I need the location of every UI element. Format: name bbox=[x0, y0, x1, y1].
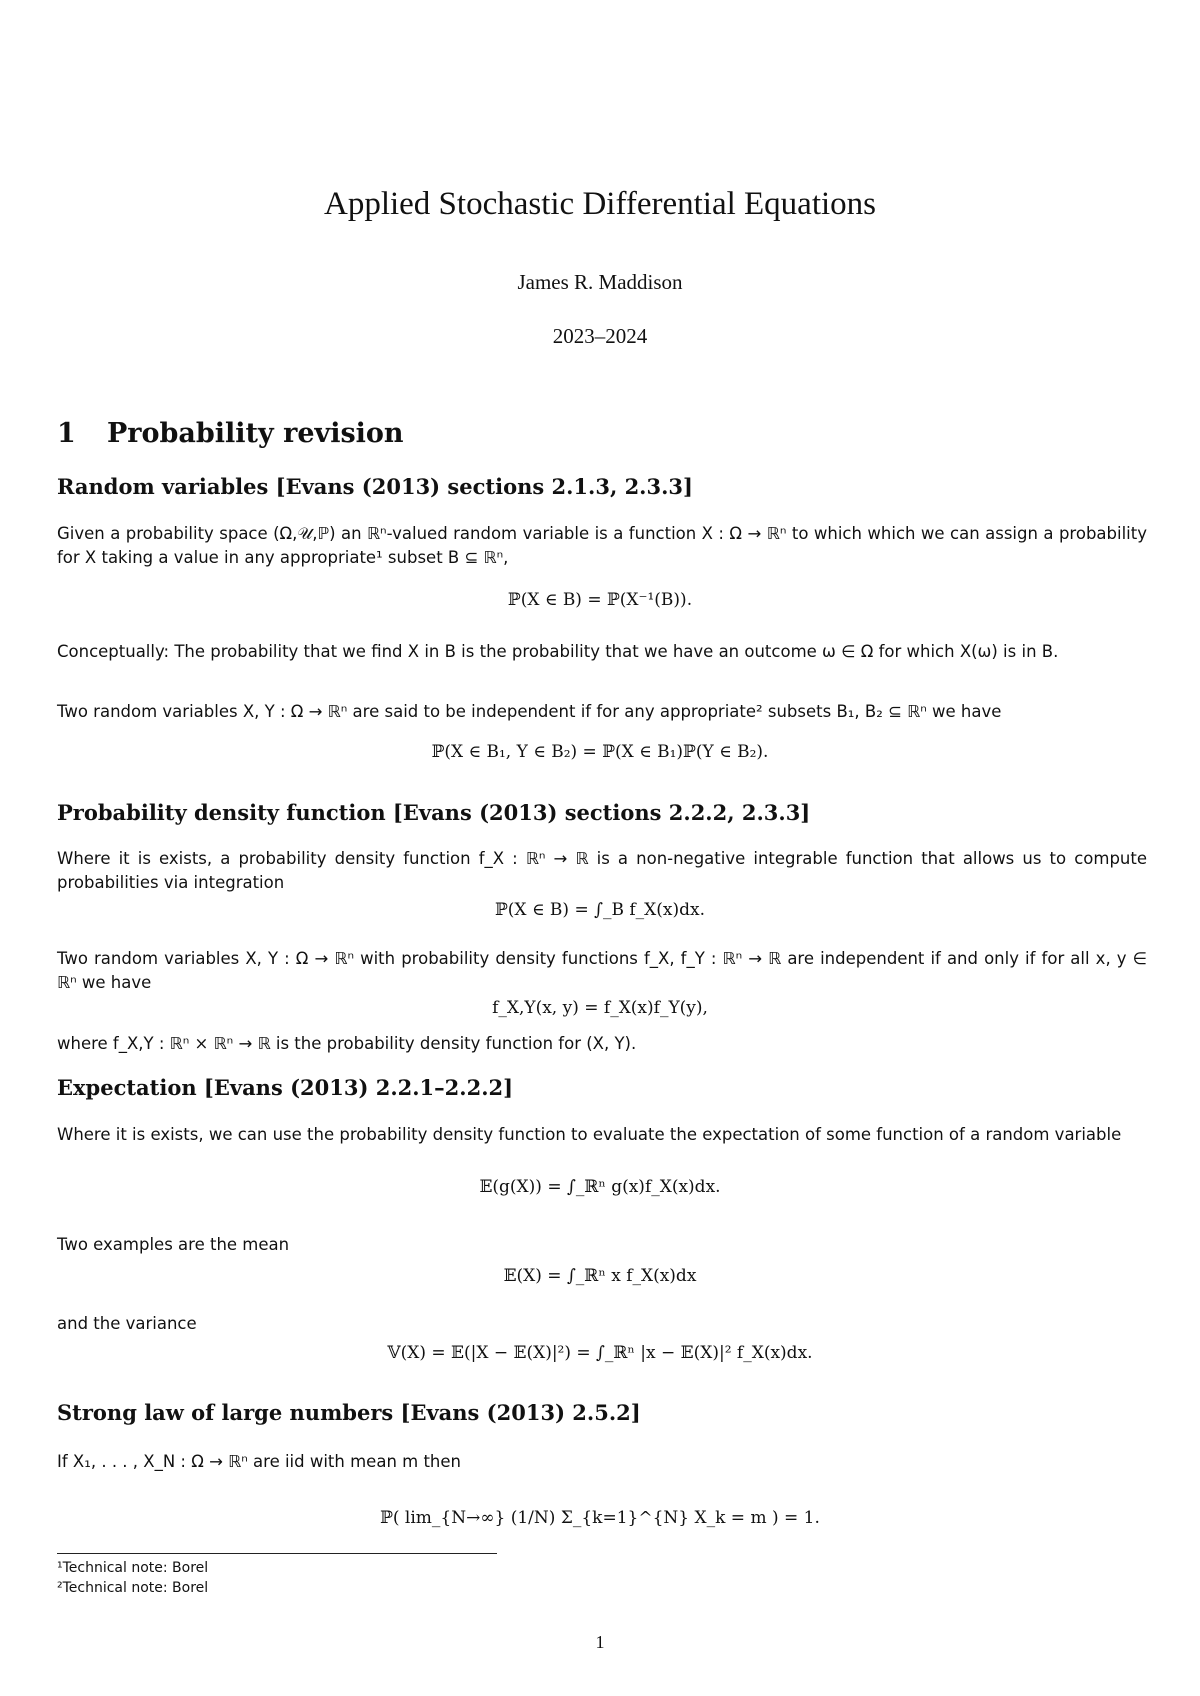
document-title: Applied Stochastic Differential Equations bbox=[323, 186, 876, 222]
equation: 𝔼(g(X)) = ∫_ℝⁿ g(x)f_X(x)dx. bbox=[479, 1177, 721, 1197]
paragraph: and the variance bbox=[57, 1314, 197, 1333]
paragraph: Two random variables X, Y : Ω → ℝⁿ are said to be independent if for any appropriate² subsets B₁, B₂ ⊆ ℝⁿ we have bbox=[57, 702, 1002, 721]
section-heading bbox=[57, 418, 404, 449]
paragraph: where f_X,Y : ℝⁿ × ℝⁿ → ℝ is the probability density function for (X, Y). bbox=[57, 1034, 637, 1053]
subsection-heading-slln: Strong law of large numbers [Evans (2013) 2.5.2] bbox=[57, 1400, 641, 1425]
paragraph: Conceptually: The probability that we find X in B is the probability that we have an outcome ω ∈ Ω for which X(ω) is in B. bbox=[57, 642, 1059, 661]
equation: ℙ(X ∈ B) = ∫_B f_X(x)dx. bbox=[495, 900, 705, 920]
equation: ℙ(X ∈ B) = ℙ(X⁻¹(B)). bbox=[507, 590, 693, 610]
section-number: 1 bbox=[57, 418, 76, 449]
equation: 𝕍(X) = 𝔼(|X − 𝔼(X)|²) = ∫_ℝⁿ |x − 𝔼(X)|² f_X(x)dx. bbox=[387, 1343, 813, 1363]
subsection-heading-random-variables: Random variables [Evans (2013) sections 2.1.3, 2.3.3] bbox=[57, 474, 693, 499]
document-date: 2023–2024 bbox=[552, 324, 648, 348]
paragraph: Given a probability space (Ω,𝒰,ℙ) an ℝⁿ-valued random variable is a function X : Ω → ℝⁿ to which which we can assign a probability for X taking a value in any appropriate¹ subset B ⊆ ℝⁿ, bbox=[57, 524, 1147, 567]
equation: ℙ(X ∈ B₁, Y ∈ B₂) = ℙ(X ∈ B₁)ℙ(Y ∈ B₂). bbox=[431, 742, 769, 762]
paragraph: Where it is exists, a probability density function f_X : ℝⁿ → ℝ is a non-negative integrable function that allows us to compute probabilities via integration bbox=[57, 849, 1147, 892]
footnote: ²Technical note: Borel bbox=[57, 1580, 209, 1596]
equation: f_X,Y(x, y) = f_X(x)f_Y(y), bbox=[492, 998, 708, 1018]
subsection-heading-expectation: Expectation [Evans (2013) 2.2.1–2.2.2] bbox=[57, 1075, 514, 1100]
paragraph: If X₁, . . . , X_N : Ω → ℝⁿ are iid with mean m then bbox=[57, 1452, 462, 1471]
subsection-heading-pdf: Probability density function [Evans (2013) sections 2.2.2, 2.3.3] bbox=[57, 800, 811, 825]
section-title: Probability revision bbox=[107, 418, 404, 449]
paragraph: Where it is exists, we can use the probability density function to evaluate the expectation of some function of a random variable bbox=[57, 1125, 1122, 1144]
page-number: 1 bbox=[595, 1632, 605, 1652]
footnote-rule bbox=[57, 1553, 497, 1554]
equation: 𝔼(X) = ∫_ℝⁿ x f_X(x)dx bbox=[503, 1266, 697, 1286]
equation: ℙ( lim_{N→∞} (1/N) Σ_{k=1}^{N} X_k = m ) = 1. bbox=[380, 1508, 820, 1528]
paragraph: Two examples are the mean bbox=[57, 1235, 290, 1254]
footnote: ¹Technical note: Borel bbox=[57, 1560, 209, 1576]
paragraph: Two random variables X, Y : Ω → ℝⁿ with probability density functions f_X, f_Y : ℝⁿ → ℝ are independent if and only if for all x, y ∈ ℝⁿ we have bbox=[57, 949, 1147, 992]
author-name: James R. Maddison bbox=[517, 270, 683, 294]
